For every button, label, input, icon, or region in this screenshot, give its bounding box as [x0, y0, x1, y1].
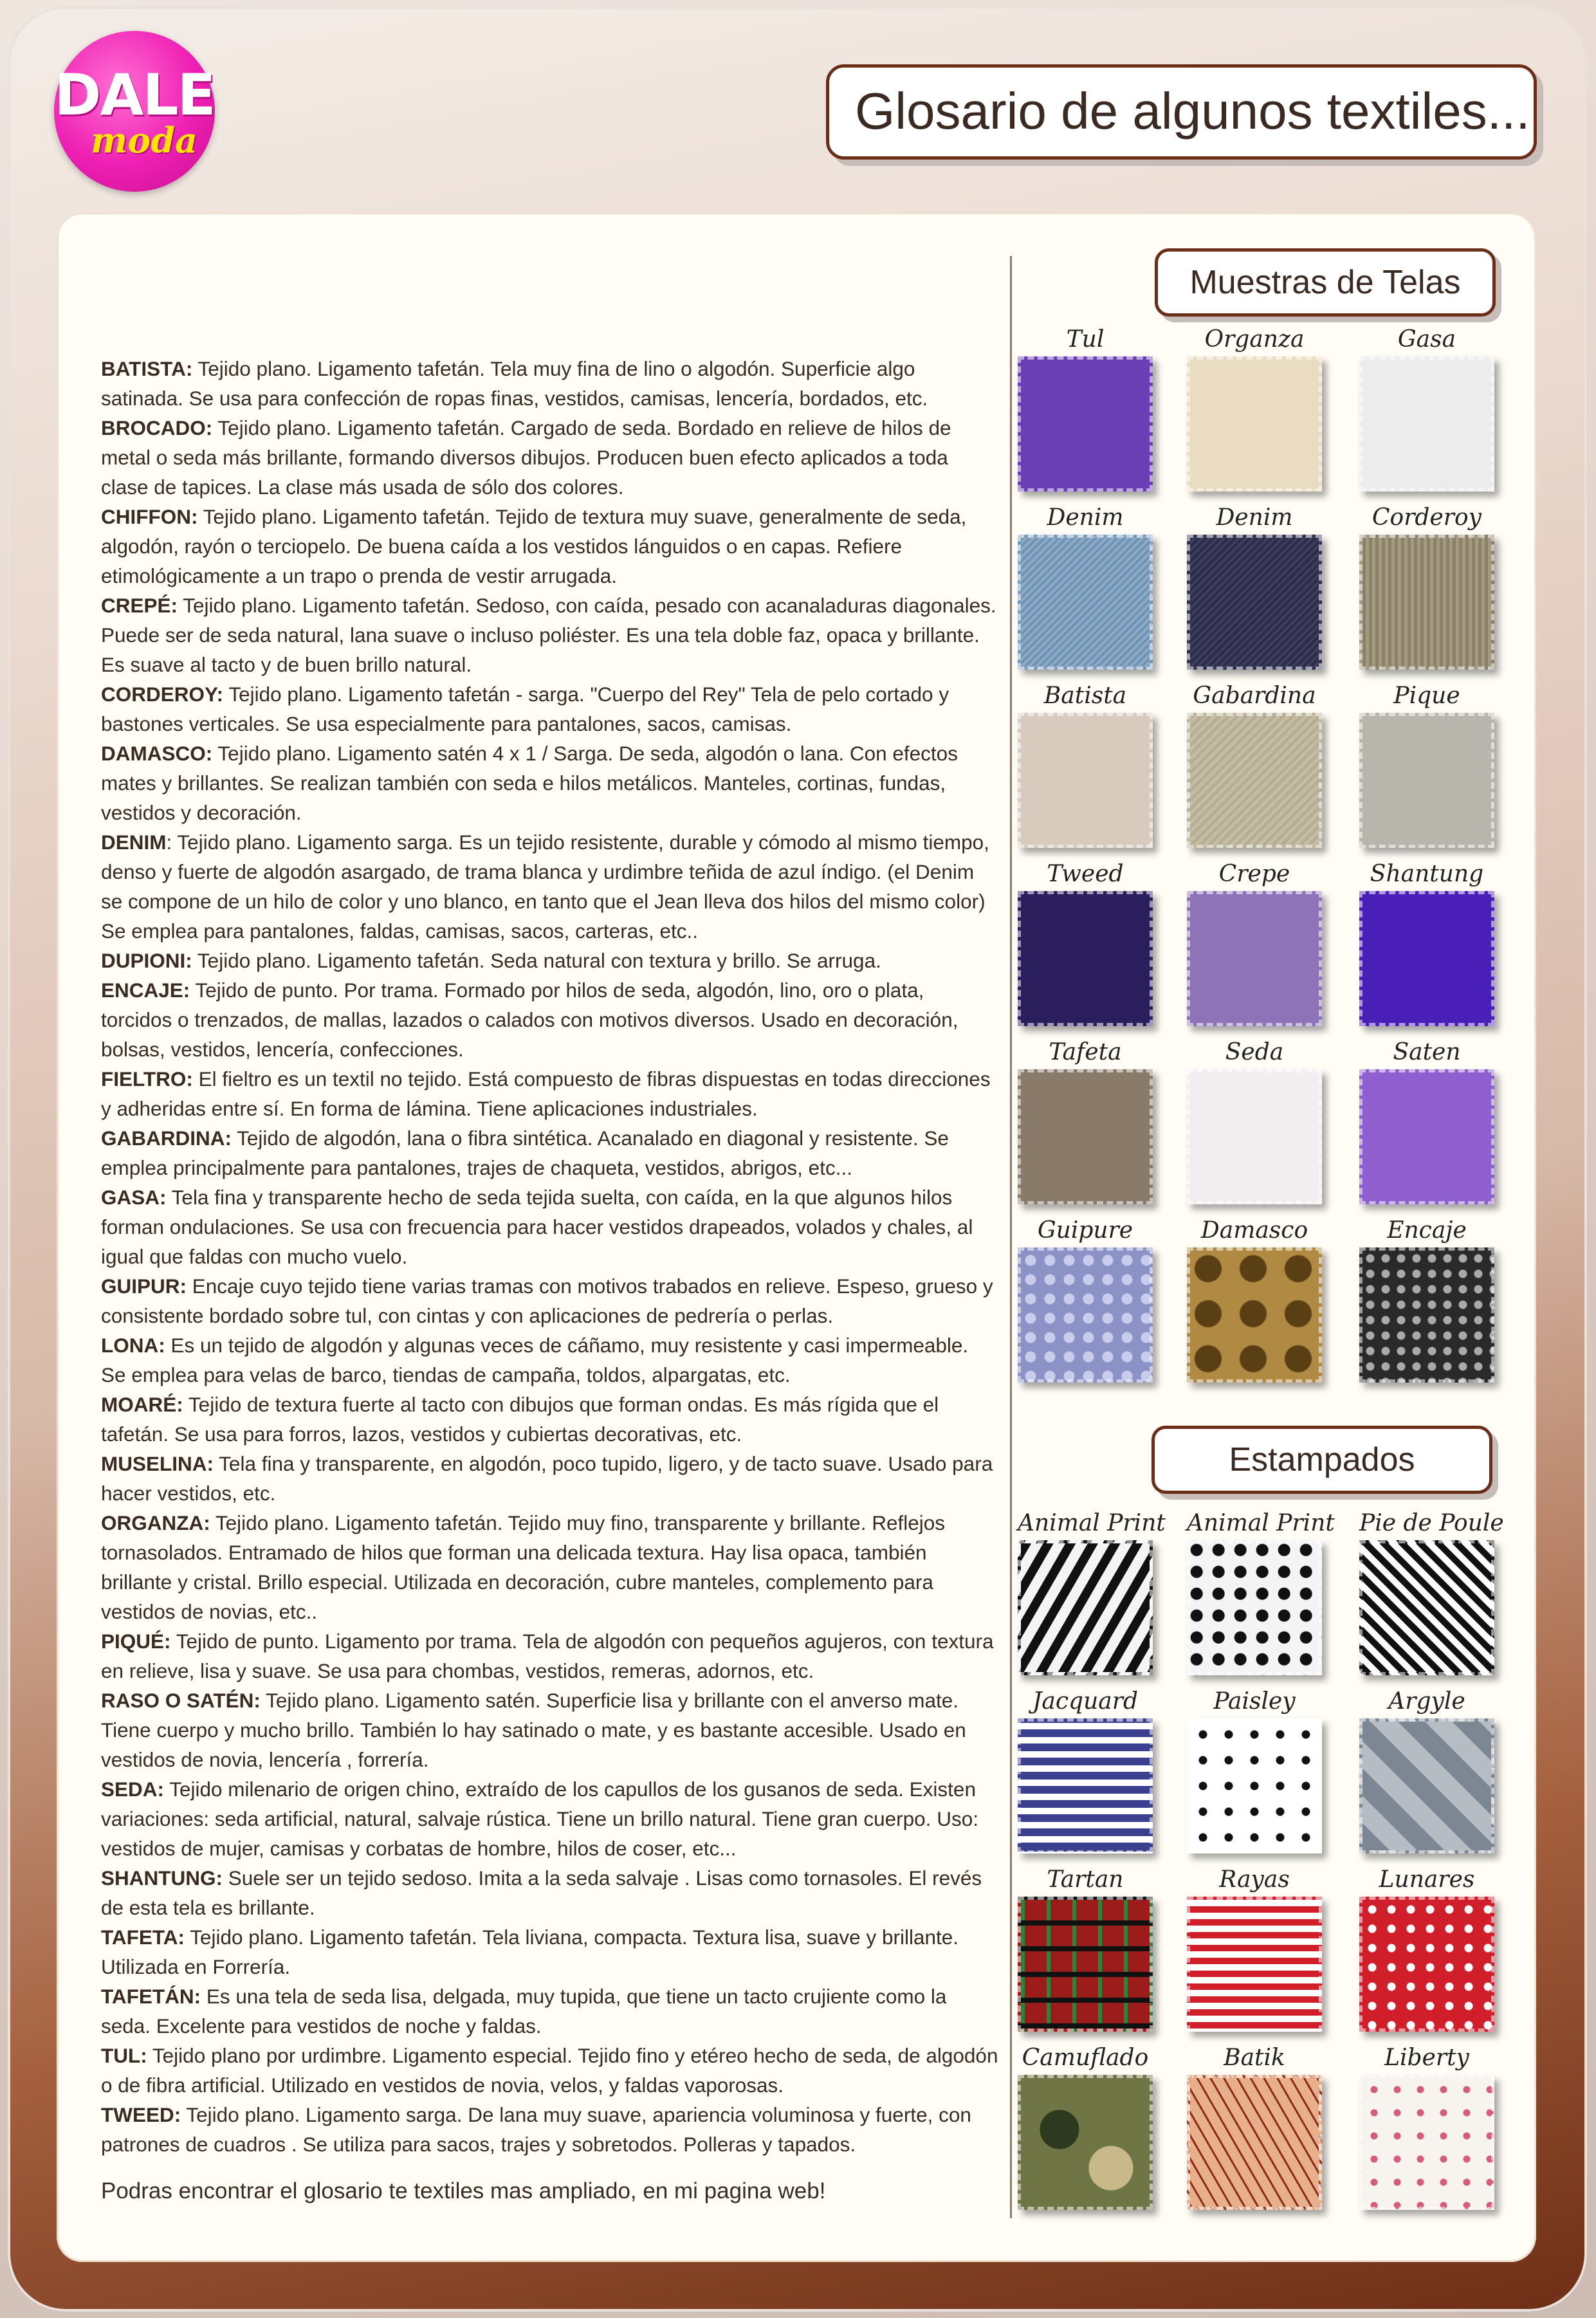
logo-text-primary: DALE — [54, 62, 215, 128]
glossary-entry — [101, 1686, 998, 1774]
glossary-entry — [101, 502, 998, 591]
glossary-term: ENCAJE: — [101, 979, 190, 1002]
glossary-entry — [101, 354, 998, 413]
prints-swatch-label: Jacquard — [1032, 1688, 1138, 1715]
prints-swatch-image — [1187, 1718, 1322, 1853]
prints-swatch — [1018, 1685, 1153, 1853]
samples-swatch — [1187, 679, 1322, 848]
glossary-definition: Tejido plano. Ligamento tafetán. Sedoso, con caída, pesado con acanaladuras diagonales. Puede ser de seda natural, lana suave o incluso poliéster. Es una tela doble faz, opaca y brillante. Es suave al tacto y de buen brillo natural. — [101, 594, 996, 676]
samples-heading: Muestras de Telas — [1189, 264, 1461, 301]
samples-swatch-image — [1359, 535, 1494, 670]
prints-swatch-image — [1018, 1718, 1153, 1853]
samples-swatch — [1359, 1214, 1494, 1383]
samples-swatch-image — [1187, 1069, 1322, 1204]
prints-swatch-label: Paisley — [1213, 1688, 1296, 1715]
samples-swatch-label: Organza — [1204, 326, 1305, 353]
prints-swatch-image — [1187, 1540, 1322, 1675]
samples-swatch-image — [1187, 535, 1322, 670]
samples-swatch — [1018, 679, 1153, 848]
footer-note: Podras encontrar el glosario te textiles mas ampliado, en mi pagina web! — [101, 2178, 826, 2203]
prints-swatch-label: Animal Print — [1018, 1510, 1166, 1536]
samples-swatch-image — [1018, 891, 1153, 1026]
prints-swatch-label: Liberty — [1384, 2045, 1469, 2071]
prints-swatch — [1359, 1863, 1494, 2032]
title-box — [826, 64, 1537, 160]
glossary-definition: Tejido milenario de origen chino, extraído de los capullos de los gusanos de seda. Existen variaciones: seda artificial, natural, salvaje rústica. Tiene un brillo natural. Tiene gran cuerpo. Uso: vestidos de mujer, camisas y corbatas de hombre, hilos de coser, etc... — [101, 1778, 978, 1860]
page-title: Glosario de algunos textiles... — [855, 82, 1530, 140]
glossary-entry — [101, 975, 998, 1064]
prints-swatch — [1359, 1507, 1504, 1675]
prints-swatch — [1359, 1685, 1494, 1853]
glossary-term: DENIM — [101, 831, 167, 854]
glossary-term: DAMASCO: — [101, 742, 213, 765]
glossary-term: TAFETÁN: — [101, 1985, 201, 2008]
samples-swatch-label: Encaje — [1387, 1217, 1467, 1244]
samples-swatch-label: Corderoy — [1372, 504, 1481, 531]
samples-heading-box — [1155, 248, 1496, 317]
glossary-entry — [101, 1271, 998, 1330]
glossary-term: CREPÉ: — [101, 594, 178, 617]
glossary-definition: Tejido plano. Ligamento sarga. De lana muy suave, apariencia voluminosa y fuerte, con patrones de cuadros . Se utiliza para sacos, trajes y sobretodos. Polleras y tapados. — [101, 2103, 971, 2156]
samples-swatch — [1359, 858, 1494, 1026]
prints-swatch-image — [1018, 2075, 1153, 2210]
prints-swatch-label: Pie de Poule — [1359, 1510, 1504, 1536]
samples-swatch-image — [1359, 713, 1494, 848]
glossary-definition: Tejido de algodón, lana o fibra sintética. Acanalado en diagonal y resistente. Se emplea principalmente para pantalones, trajes de chaqueta, vestidos, abrigos, etc... — [101, 1127, 949, 1179]
prints-swatch-image — [1359, 1540, 1494, 1675]
samples-swatch-label: Denim — [1216, 504, 1293, 531]
samples-swatch — [1018, 323, 1153, 492]
samples-swatch-label: Gabardina — [1193, 683, 1316, 709]
samples-swatch-image — [1187, 713, 1322, 848]
glossary-term: GABARDINA: — [101, 1127, 232, 1150]
glossary-definition: Tejido plano por urdimbre. Ligamento especial. Tejido fino y etéreo hecho de seda, de algodón o de fibra artificial. Utilizado en vestidos de novia, velos, y faldas vaporosas. — [101, 2044, 998, 2097]
glossary-entry — [101, 413, 998, 502]
prints-swatch-image — [1359, 1718, 1494, 1853]
samples-swatch-image — [1359, 1247, 1494, 1383]
prints-swatch-image — [1187, 1897, 1322, 2032]
prints-swatch — [1018, 1507, 1166, 1675]
samples-swatch — [1018, 1036, 1153, 1204]
prints-swatch-label: Tartan — [1047, 1866, 1124, 1893]
glossary-definition: Suele ser un tejido sedoso. Imita a la seda salvaje . Lisas como tornasoles. El revés de esta tela es brillante. — [101, 1866, 982, 1919]
glossary-term: PIQUÉ: — [101, 1630, 171, 1653]
samples-swatch-image — [1018, 713, 1153, 848]
glossary-entry — [101, 1330, 998, 1390]
glossary-entry — [101, 591, 998, 679]
samples-swatch-label: Tul — [1066, 326, 1105, 353]
prints-swatch — [1187, 1863, 1322, 2032]
samples-swatch — [1018, 858, 1153, 1026]
glossary-term: CHIFFON: — [101, 505, 198, 528]
prints-swatch-label: Rayas — [1219, 1866, 1290, 1893]
logo-text-secondary: moda — [91, 120, 197, 161]
glossary-list — [101, 354, 998, 2159]
prints-swatch — [1187, 1507, 1335, 1675]
glossary-entry — [101, 1774, 998, 1863]
samples-swatch — [1359, 679, 1494, 848]
samples-swatch-label: Guipure — [1037, 1217, 1133, 1244]
glossary-entry — [101, 1922, 998, 1982]
samples-swatch-label: Pique — [1393, 683, 1460, 709]
glossary-definition: Tejido plano. Ligamento tafetán. Seda natural con textura y brillo. Se arruga. — [192, 949, 881, 972]
glossary-definition: Tejido plano. Ligamento tafetán - sarga. "Cuerpo del Rey" Tela de pelo cortado y bastones verticales. Se usa especialmente para pantalones, sacos, camisas. — [101, 683, 949, 735]
glossary-term: TWEED: — [101, 2103, 181, 2126]
glossary-entry — [101, 1064, 998, 1123]
samples-swatch-image — [1018, 356, 1153, 492]
glossary-definition: Tejido plano. Ligamento satén. Superficie lisa y brillante con el anverso mate. Tiene cuerpo y mucho brillo. También lo hay satinado o mate, y es bastante accesible. Usado en vestidos de novia, lencería , forrería. — [101, 1689, 966, 1771]
samples-swatch-label: Batista — [1043, 683, 1127, 709]
samples-swatch — [1187, 1214, 1322, 1383]
prints-swatch-label: Animal Print — [1187, 1510, 1335, 1536]
glossary-term: DUPIONI: — [101, 949, 192, 972]
glossary-definition: Es un tejido de algodón y algunas veces de cáñamo, muy resistente y casi impermeable. Se emplea para velas de barco, tiendas de campaña, toldos, alpargatas, etc. — [101, 1334, 969, 1386]
glossary-term: SEDA: — [101, 1778, 165, 1801]
samples-swatch-label: Saten — [1393, 1039, 1461, 1065]
glossary-definition: Tejido plano. Ligamento tafetán. Cargado de seda. Bordado en relieve de hilos de metal o seda más brillante, formando diversos dibujos. Producen buen efecto aplicados a toda clase de tapices. La clase más usada de sólo dos colores. — [101, 416, 951, 499]
prints-swatch-label: Batik — [1224, 2045, 1285, 2071]
samples-swatch-image — [1359, 891, 1494, 1026]
samples-swatch — [1359, 323, 1494, 492]
glossary-definition: Encaje cuyo tejido tiene varias tramas con motivos trabados en relieve. Espeso, grueso y consistente bordado sobre tul, con cintas y con aplicaciones de pedrería o perlas. — [101, 1274, 993, 1327]
glossary-term: FIELTRO: — [101, 1067, 193, 1090]
samples-swatch-label: Gasa — [1397, 326, 1456, 353]
prints-swatch-label: Argyle — [1388, 1688, 1465, 1715]
samples-swatch-label: Damasco — [1200, 1217, 1308, 1244]
glossary-term: BROCADO: — [101, 416, 213, 439]
samples-swatch-label: Tweed — [1047, 861, 1124, 887]
samples-swatch-image — [1018, 1069, 1153, 1204]
samples-swatch-image — [1018, 535, 1153, 670]
glossary-entry — [101, 1863, 998, 1922]
samples-swatch-label: Tafeta — [1049, 1039, 1122, 1065]
glossary-entry — [101, 1123, 998, 1182]
prints-swatch-label: Lunares — [1379, 1866, 1475, 1893]
column-divider — [1010, 256, 1012, 2218]
samples-swatch — [1187, 1036, 1322, 1204]
glossary-term: ORGANZA: — [101, 1511, 210, 1534]
samples-swatch-image — [1187, 1247, 1322, 1383]
glossary-term: TAFETA: — [101, 1926, 185, 1949]
glossary-definition: Tejido plano. Ligamento tafetán. Tejido muy fino, transparente y brillante. Reflejos tornasolados. Entramado de hilos que forman una delicada textura. Hay lisa opaca, también brillante y cristal. Brillo especial. Utilizada en decoración, cubre manteles, complemento para vestidos de novias, etc.. — [101, 1511, 946, 1623]
glossary-term: LONA: — [101, 1334, 165, 1357]
samples-swatch — [1018, 1214, 1153, 1383]
samples-swatch — [1187, 858, 1322, 1026]
glossary-definition: Tejido plano. Ligamento tafetán. Tela muy fina de lino o algodón. Superficie algo satinada. Se usa para confección de ropas finas, vestidos, camisas, lencería, bordados, etc. — [101, 357, 928, 410]
glossary-definition: Tejido de punto. Ligamento por trama. Tela de algodón con pequeños agujeros, con textura en relieve, lisa y suave. Se usa para chombas, vestidos, remeras, adornos, etc. — [101, 1630, 994, 1682]
glossary-term: GUIPUR: — [101, 1274, 187, 1298]
glossary-entry — [101, 1508, 998, 1626]
prints-swatch — [1187, 2041, 1322, 2210]
prints-swatch — [1018, 1863, 1153, 2032]
prints-swatch-image — [1018, 1897, 1153, 2032]
prints-swatch-image — [1359, 1897, 1494, 2032]
samples-swatch-image — [1187, 891, 1322, 1026]
glossary-term: RASO O SATÉN: — [101, 1689, 261, 1712]
glossary-definition: Tejido plano. Ligamento satén 4 x 1 / Sarga. De seda, algodón o lana. Con efectos mates y brillantes. Se realizan también con seda e hilos metálicos. Manteles, cortinas, fundas, vestidos y decoración. — [101, 742, 958, 824]
samples-swatch-image — [1187, 356, 1322, 492]
prints-swatch-image — [1187, 2075, 1322, 2210]
glossary-entry — [101, 1626, 998, 1686]
prints-swatch-label: Camuflado — [1022, 2045, 1149, 2071]
samples-swatch — [1359, 1036, 1494, 1204]
samples-swatch-label: Denim — [1047, 504, 1124, 531]
glossary-definition: Es una tela de seda lisa, delgada, muy tupida, que tiene un tacto crujiente como la seda. Excelente para vestidos de noche y faldas. — [101, 1985, 947, 2037]
glossary-term: SHANTUNG: — [101, 1866, 223, 1890]
prints-swatch-image — [1359, 2075, 1494, 2210]
glossary-term: MUSELINA: — [101, 1452, 214, 1475]
glossary-entry — [101, 739, 998, 827]
glossary-term: TUL: — [101, 2044, 147, 2067]
samples-swatch-image — [1359, 1069, 1494, 1204]
samples-swatch — [1018, 501, 1153, 670]
glossary-entry — [101, 1982, 998, 2041]
glossary-entry — [101, 1449, 998, 1508]
prints-heading: Estampados — [1229, 1441, 1415, 1478]
glossary-entry — [101, 1182, 998, 1271]
prints-swatch — [1359, 2041, 1494, 2210]
glossary-entry — [101, 1390, 998, 1449]
glossary-entry — [101, 2100, 998, 2159]
prints-swatch — [1018, 2041, 1153, 2210]
prints-swatch-image — [1018, 1540, 1153, 1675]
glossary-entry — [101, 827, 998, 946]
samples-swatch-label: Crepe — [1218, 861, 1290, 887]
samples-swatch-image — [1359, 356, 1494, 492]
glossary-definition: Tejido de punto. Por trama. Formado por hilos de seda, algodón, lino, oro o plata, torcidos o trenzados, de mallas, lazados o calados con motivos diversos. Usado en decoración, bolsas, vestidos, lencería, confecciones. — [101, 979, 959, 1061]
glossary-entry — [101, 946, 998, 975]
brand-logo[interactable] — [54, 31, 215, 192]
prints-swatch — [1187, 1685, 1322, 1853]
samples-swatch — [1187, 323, 1322, 492]
glossary-definition: Tejido plano. Ligamento tafetán. Tejido de textura muy suave, generalmente de seda, algodón, rayón o terciopelo. De buena caída a los vestidos lánguidos o en capas. Refiere etimológicamente a un trapo o prenda de vestir arrugada. — [101, 505, 967, 587]
samples-swatch-label: Seda — [1225, 1039, 1284, 1065]
glossary-entry — [101, 679, 998, 739]
glossary-term: MOARÉ: — [101, 1393, 183, 1416]
glossary-term: GASA: — [101, 1186, 167, 1209]
glossary-definition: Tela fina y transparente hecho de seda tejida suelta, con caída, en la que algunos hilos forman ondulaciones. Se usa con frecuencia para hacer vestidos drapeados, volados y chales, al igual que faldas con mucho vuelo. — [101, 1186, 973, 1268]
glossary-definition: Tela fina y transparente, en algodón, poco tupido, ligero, y de tacto suave. Usado para hacer vestidos, etc. — [101, 1452, 993, 1505]
glossary-definition: : Tejido plano. Ligamento sarga. Es un tejido resistente, durable y cómodo al mismo tiempo, denso y fuerte de algodón asargado, de trama blanca y urdimbre teñida de azul índigo. (el Denim se compone de un hilo de color y uno blanco, en tanto que el Jean lleva dos hilos del mismo color) Se emplea para pantalones, faldas, camisas, sacos, carteras, etc.. — [101, 831, 989, 943]
glossary-term: BATISTA: — [101, 357, 193, 380]
glossary-definition: El fieltro es un textil no tejido. Está compuesto de fibras dispuestas en todas direcciones y adheridas entre sí. En forma de lámina. Tiene aplicaciones industriales. — [101, 1067, 991, 1120]
glossary-definition: Tejido de textura fuerte al tacto con dibujos que forman ondas. Es más rígida que el tafetán. Se usa para forros, lazos, vestidos y cubiertas decorativas, etc. — [101, 1393, 939, 1446]
prints-heading-box — [1151, 1426, 1492, 1494]
samples-swatch-image — [1018, 1247, 1153, 1383]
glossary-term: CORDEROY: — [101, 683, 224, 706]
samples-swatch — [1187, 501, 1322, 670]
samples-swatch-label: Shantung — [1370, 861, 1484, 887]
glossary-entry — [101, 2041, 998, 2100]
samples-swatch — [1359, 501, 1494, 670]
glossary-definition: Tejido plano. Ligamento tafetán. Tela liviana, compacta. Textura lisa, suave y brillante. Utilizada en Forrería. — [101, 1926, 959, 1978]
